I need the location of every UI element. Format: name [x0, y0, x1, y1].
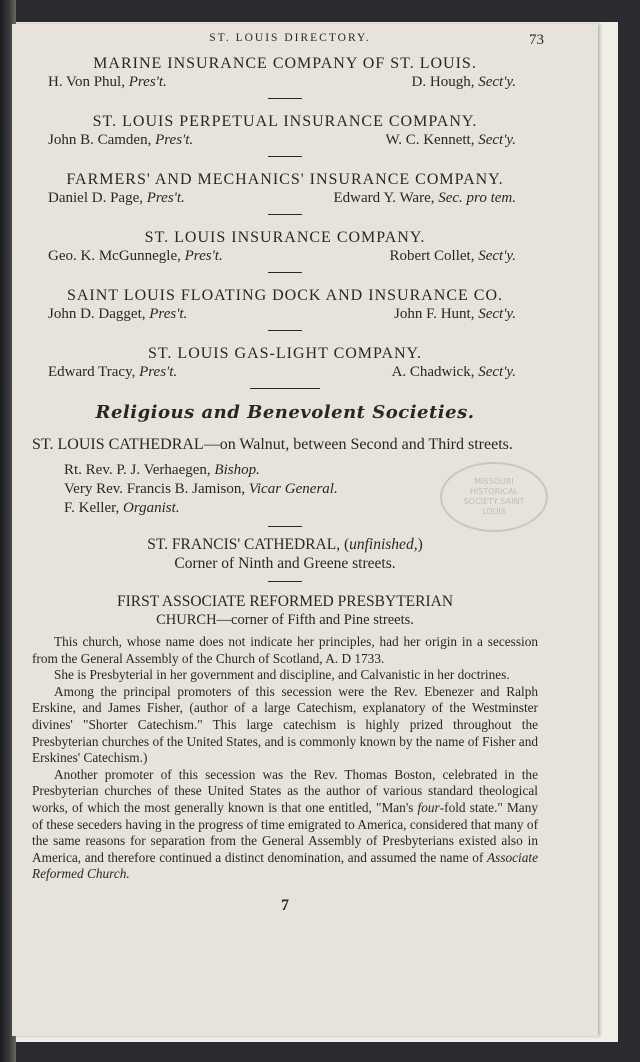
secretary: W. C. Kennett, Sect'y. — [385, 132, 516, 148]
president: John D. Dagget, Pres't. — [48, 306, 188, 322]
cathedral-heading: ST. LOUIS CATHEDRAL—on Walnut, between Second and Third streets. — [32, 436, 513, 453]
divider — [268, 98, 302, 99]
org-name: ST. LOUIS INSURANCE COMPANY. — [144, 229, 426, 246]
president: Geo. K. McGunnegle, Pres't. — [48, 248, 223, 264]
running-title: ST. LOUIS DIRECTORY. — [209, 32, 371, 44]
body-paragraph: Among the principal promoters of this secession were the Rev. Ebenezer and Ralph Erskine, and James Fisher, (author of a large Catechism, explanatory of the Westminster divines' "Shorter Catechism." This large catechism is highly prized throughout the Presbyterian churches of the United States, and is commonly known by the name of Fisher and Erskines' Catechism.) — [32, 683, 538, 766]
secretary: A. Chadwick, Sect'y. — [391, 364, 516, 380]
president: Edward Tracy, Pres't. — [48, 364, 178, 380]
secretary: Robert Collet, Sect'y. — [389, 248, 516, 264]
clergy-entry: F. Keller, Organist. — [64, 500, 180, 516]
president: Daniel D. Page, Pres't. — [48, 190, 185, 206]
org-officers — [32, 131, 538, 150]
st-francis-line1: ST. FRANCIS' CATHEDRAL, (unfinished,) — [147, 536, 423, 553]
org-officers — [32, 73, 538, 92]
st-francis-entry — [32, 535, 538, 573]
presbyterian-heading-line1: FIRST ASSOCIATE REFORMED PRESBYTERIAN — [116, 593, 454, 610]
org-entry — [32, 54, 538, 92]
presbyterian-heading — [32, 592, 538, 630]
divider — [268, 581, 302, 582]
page-number: 73 — [529, 32, 544, 48]
divider — [268, 330, 302, 331]
org-entry — [32, 286, 538, 324]
org-name: SAINT LOUIS FLOATING DOCK AND INSURANCE CO. — [66, 287, 504, 304]
divider — [268, 214, 302, 215]
org-name: MARINE INSURANCE COMPANY OF ST. LOUIS. — [93, 55, 477, 72]
divider — [250, 388, 320, 389]
president: H. Von Phul, Pres't. — [48, 74, 167, 90]
org-name: ST. LOUIS PERPETUAL INSURANCE COMPANY. — [92, 113, 478, 130]
org-entry — [32, 170, 538, 208]
presbyterian-body — [32, 634, 538, 883]
secretary: D. Hough, Sect'y. — [411, 74, 516, 90]
org-officers — [32, 305, 538, 324]
org-name: FARMERS' AND MECHANICS' INSURANCE COMPANY. — [66, 171, 504, 188]
divider — [268, 526, 302, 527]
presbyterian-heading-line2: CHURCH—corner of Fifth and Pine streets. — [156, 612, 414, 628]
body-paragraph: This church, whose name does not indicate her principles, had her origin in a secession from the General Assembly of the Church of Scotland, A. D 1733. — [32, 634, 538, 666]
running-header — [32, 32, 544, 54]
org-officers — [32, 363, 538, 382]
org-name: ST. LOUIS GAS-LIGHT COMPANY. — [147, 345, 423, 362]
clergy-entry: Very Rev. Francis B. Jamison, Vicar General. — [64, 481, 338, 497]
org-officers — [32, 189, 538, 208]
document-page — [12, 24, 598, 1036]
org-entry — [32, 112, 538, 150]
library-stamp — [440, 462, 548, 532]
secretary: John F. Hunt, Sect'y. — [393, 306, 516, 322]
secretary: Edward Y. Ware, Sec. pro tem. — [333, 190, 516, 206]
section-heading: Religious and Benevolent Societies. — [95, 402, 475, 423]
org-entry — [32, 344, 538, 382]
president: John B. Camden, Pres't. — [48, 132, 194, 148]
divider — [268, 156, 302, 157]
signature-mark: 7 — [281, 896, 289, 914]
stamp-text: MISSOURI HISTORICAL SOCIETY SAINT LOUIS — [463, 477, 525, 516]
divider — [268, 272, 302, 273]
body-paragraph: She is Presbyterial in her government and discipline, and Calvanistic in her doctrines. — [54, 667, 510, 683]
clergy-entry: Rt. Rev. P. J. Verhaegen, Bishop. — [64, 462, 260, 478]
body-paragraph: Another promoter of this secession was the Rev. Thomas Boston, celebrated in the Presbyterian churches of these United States as the author of various standard theological works, of which the most generally known is that one entitled, "Man's four-fold state." Many of these seceders having in the progress of time emigrated to America, considered that many of the same reasons for separation from the General Assembly of Presbyterians existed also in America, and therefore continued a distinct denomination, and assumed the name of Associate Reformed Church. — [32, 766, 539, 882]
org-officers — [32, 247, 538, 266]
st-francis-line2: Corner of Ninth and Greene streets. — [174, 555, 396, 572]
org-entry — [32, 228, 538, 266]
